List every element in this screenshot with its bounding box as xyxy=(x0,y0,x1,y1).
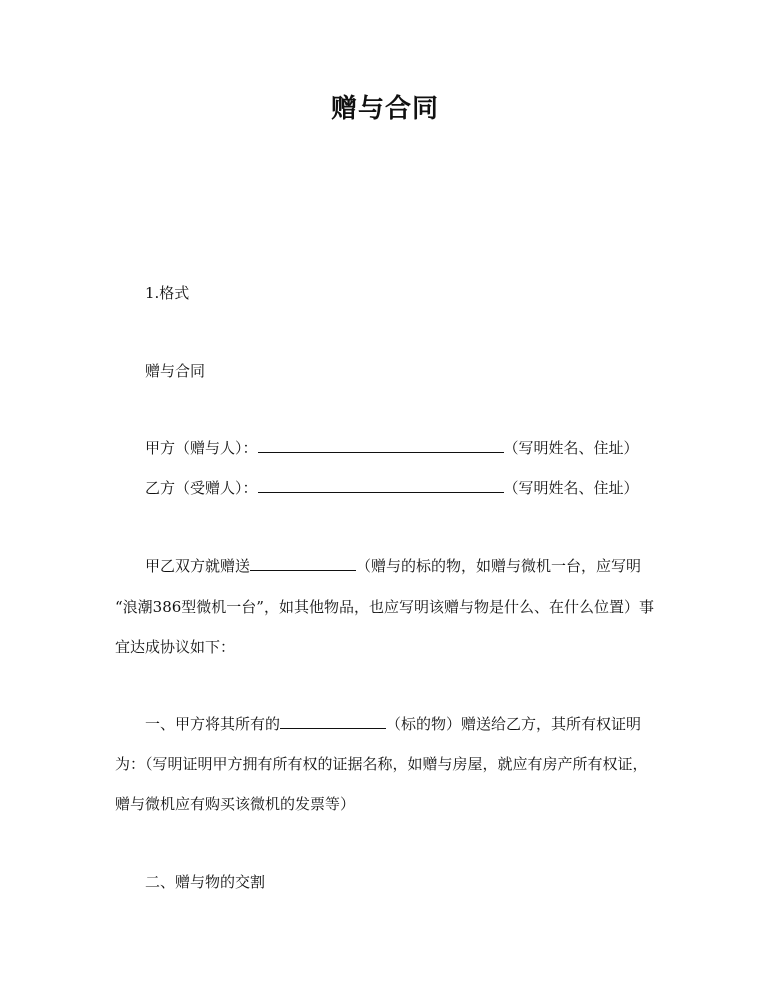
intro-line-1 xyxy=(145,556,641,576)
party-a-label: 甲方（赠与人）： xyxy=(145,439,258,457)
clause-1-line-2: 为：（写明证明甲方拥有所有权的证据名称，如赠与房屋，就应有房产所有权证， xyxy=(115,755,648,773)
contract-subtitle: 赠与合同 xyxy=(145,362,206,380)
intro-line-3: 宜达成协议如下： xyxy=(115,638,236,656)
party-a-blank xyxy=(258,438,504,453)
clause-1-suffix: （标的物）赠送给乙方，其所有权证明 xyxy=(386,715,642,733)
clause-2-heading: 二、赠与物的交割 xyxy=(145,873,266,891)
party-b-line xyxy=(145,478,639,498)
gift-item-blank xyxy=(250,556,356,571)
clause-1-prefix: 一、甲方将其所有的 xyxy=(145,715,281,733)
section-format-heading: 1.格式 xyxy=(145,284,190,302)
intro-prefix: 甲乙双方就赠送 xyxy=(145,557,251,575)
clause-1-blank xyxy=(280,714,386,729)
document-title: 赠与合同 xyxy=(330,94,439,124)
party-b-blank xyxy=(258,478,504,493)
party-a-note: （写明姓名、住址） xyxy=(503,439,639,457)
clause-1-line-1 xyxy=(145,714,641,734)
clause-1-line-3: 赠与微机应有购买该微机的发票等） xyxy=(115,795,356,813)
party-a-line xyxy=(145,438,639,458)
party-b-note: （写明姓名、住址） xyxy=(503,479,639,497)
intro-suffix: （赠与的标的物，如赠与微机一台，应写明 xyxy=(356,557,642,575)
intro-line-2: “浪潮386型微机一台”，如其他物品，也应写明该赠与物是什么、在什么位置）事 xyxy=(115,598,654,616)
party-b-label: 乙方（受赠人）： xyxy=(145,479,258,497)
